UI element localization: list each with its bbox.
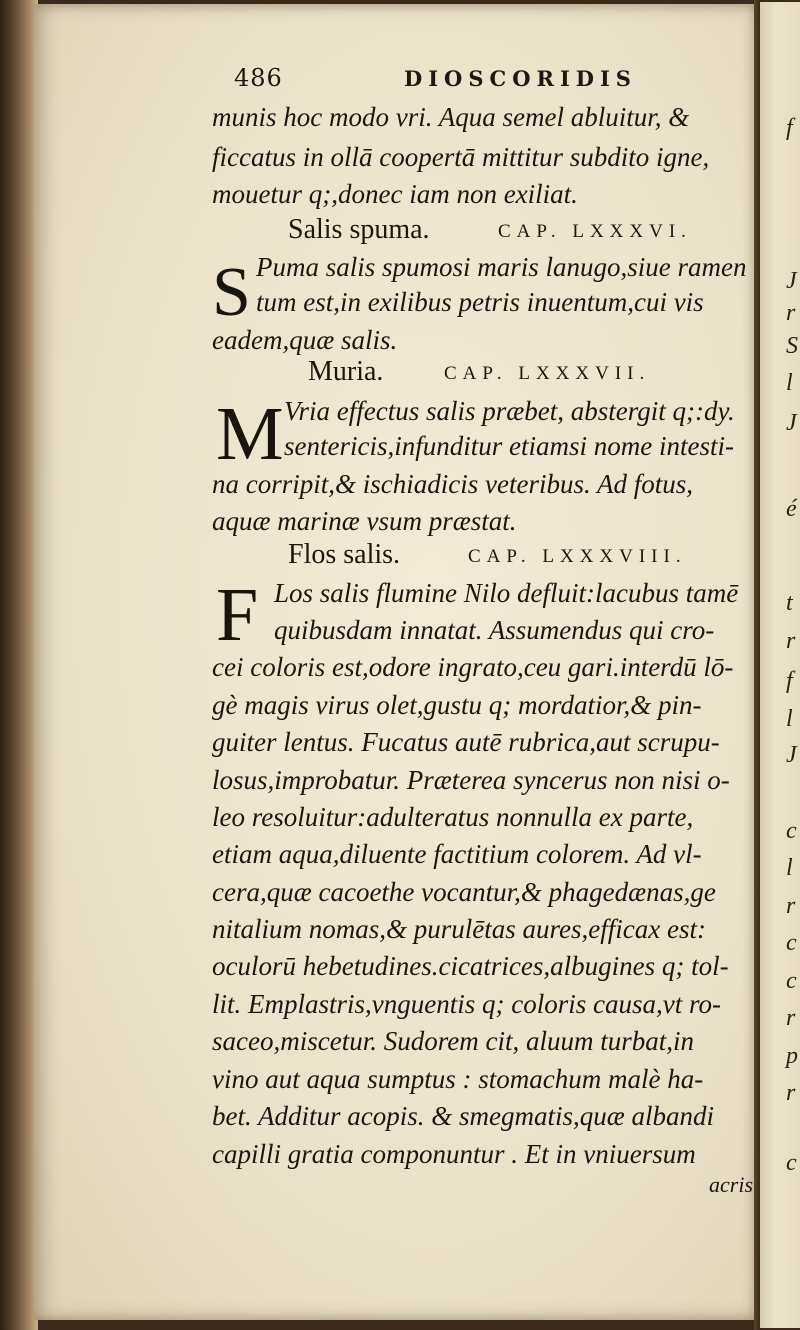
text-line: saceo,miscetur. Sudorem cit, aluum turbat,in: [212, 1026, 694, 1056]
text-line: capilli gratia componuntur . Et in vniuersum: [212, 1139, 696, 1169]
facing-fragment: l: [786, 370, 793, 396]
text-line: Puma salis spumosi maris lanugo,siue ramen: [256, 252, 747, 282]
text-line: leo resoluitur:adulteratus nonnulla ex parte,: [212, 802, 694, 832]
text-line: tum est,in exilibus petris inuentum,cui vis: [256, 287, 704, 317]
running-title: DIOSCORIDIS: [404, 66, 637, 91]
facing-fragment: c: [786, 818, 797, 844]
facing-fragment: c: [786, 968, 797, 994]
chapter-title: Muria.: [308, 356, 384, 387]
facing-fragment: f: [786, 668, 793, 694]
text-line: bet. Additur acopis. & smegmatis,quæ albandi: [212, 1101, 715, 1131]
text-line: gè magis virus olet,gustu q; mordatior,& pin-: [212, 690, 702, 720]
text-line: na corripit,& ischiadicis veteribus. Ad fotus,: [212, 469, 693, 499]
facing-fragment: r: [786, 1005, 796, 1031]
text-line: Vria effectus salis præbet, abstergit q;:dy.: [284, 396, 735, 426]
facing-fragment: r: [786, 628, 796, 654]
drop-capital: M: [216, 392, 284, 476]
chapter-title: Flos salis.: [288, 539, 401, 570]
chapter-number: CAP. LXXXVIII.: [468, 546, 687, 567]
facing-fragment: l: [786, 706, 793, 732]
facing-fragment: r: [786, 893, 796, 919]
drop-capital: F: [216, 573, 259, 657]
text-line: quibusdam innatat. Assumendus qui cro-: [274, 615, 715, 645]
text-line: mouetur q;,donec iam non exiliat.: [212, 179, 578, 209]
chapter-number: CAP. LXXXVI.: [498, 221, 692, 242]
book-binding: [0, 0, 38, 1330]
facing-fragment: l: [786, 855, 793, 881]
chapter-number: CAP. LXXXVII.: [444, 363, 651, 384]
text-line: cera,quæ cacoethe vocantur,& phagedænas,ge: [212, 877, 716, 907]
text-line: vino aut aqua sumptus : stomachum malè ha-: [212, 1064, 704, 1094]
facing-fragment: c: [786, 930, 797, 956]
text-line: ficcatus in ollā coopertā mittitur subdito igne,: [212, 142, 710, 172]
facing-fragment: p: [786, 1043, 798, 1069]
facing-fragment: t: [786, 590, 793, 616]
facing-fragment: é: [786, 496, 797, 522]
page-number: 486: [234, 64, 283, 92]
facing-fragment: J: [786, 410, 797, 436]
facing-fragment: S: [786, 333, 798, 359]
drop-capital: S: [212, 254, 251, 331]
chapter-title: Salis spuma.: [288, 214, 430, 245]
text-line: etiam aqua,diluente factitium colorem. Ad vl-: [212, 839, 702, 869]
text-line: eadem,quæ salis.: [212, 325, 398, 355]
page-header: [234, 64, 674, 94]
catchword: acris: [709, 1172, 753, 1197]
text-line: losus,improbatur. Præterea syncerus non nisi o-: [212, 765, 730, 795]
text-line: Los salis flumine Nilo defluit:lacubus tamē: [274, 578, 739, 608]
text-line: cei coloris est,odore ingrato,ceu gari.interdū lō-: [212, 652, 734, 682]
facing-fragment: J: [786, 742, 797, 768]
text-line: nitalium nomas,& purulētas aures,efficax est:: [212, 914, 706, 944]
text-line: oculorū hebetudines.cicatrices,albugines q; tol-: [212, 951, 729, 981]
facing-page-edge: [760, 2, 800, 1328]
facing-fragment: J: [786, 268, 797, 294]
text-line: aquæ marinæ vsum præstat.: [212, 506, 517, 536]
text-line: munis hoc modo vri. Aqua semel abluitur, &: [212, 102, 690, 132]
facing-fragment: r: [786, 1080, 796, 1106]
facing-fragment: c: [786, 1150, 797, 1176]
text-line: guiter lentus. Fucatus autē rubrica,aut scrupu-: [212, 727, 720, 757]
facing-fragment: f: [786, 115, 793, 141]
facing-fragment: r: [786, 300, 796, 326]
text-line: lit. Emplastris,vnguentis q; coloris causa,vt ro-: [212, 989, 721, 1019]
text-line: sentericis,infunditur etiamsi nome intesti-: [284, 431, 734, 461]
